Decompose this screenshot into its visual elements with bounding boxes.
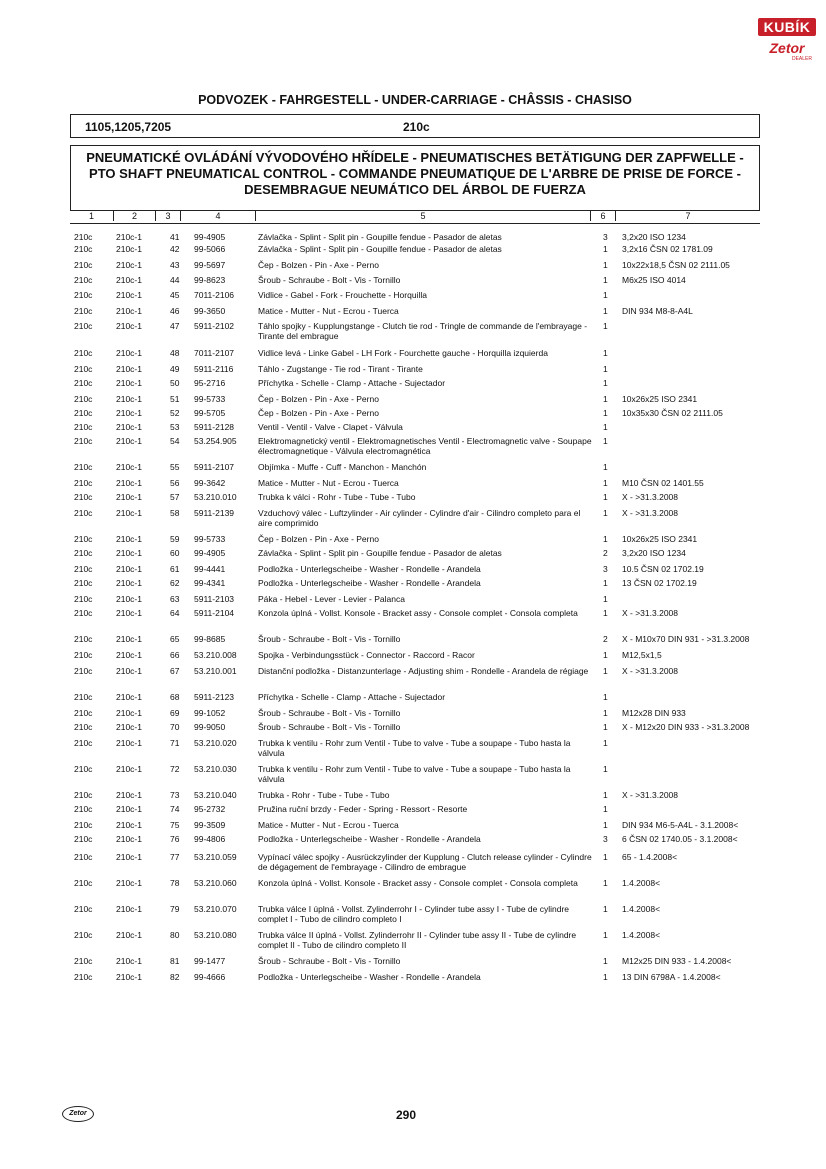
position-cell: 81 (170, 956, 180, 966)
subgroup-cell: 210c-1 (116, 394, 142, 404)
quantity-cell: 1 (603, 492, 608, 502)
description-cell: Matice - Mutter - Nut - Ecrou - Tuerca (258, 306, 399, 316)
part-number-cell: 5911-2102 (194, 321, 235, 331)
quantity-cell: 1 (603, 321, 608, 331)
part-number-cell: 95-2716 (194, 378, 226, 388)
quantity-cell: 1 (603, 820, 608, 830)
group-cell: 210c (74, 930, 93, 940)
quantity-cell: 1 (603, 578, 608, 588)
position-cell: 74 (170, 804, 180, 814)
group-cell: 210c (74, 564, 93, 574)
part-number-cell: 99-5697 (194, 260, 226, 270)
part-number-cell: 53.210.020 (194, 738, 237, 748)
position-cell: 47 (170, 321, 180, 331)
group-cell: 210c (74, 834, 93, 844)
subgroup-cell: 210c-1 (116, 348, 142, 358)
quantity-cell: 1 (603, 708, 608, 718)
page-number: 290 (396, 1108, 417, 1122)
zetor-logo-text: Zetor (769, 40, 805, 56)
group-cell: 210c (74, 804, 93, 814)
description-cell: Čep - Bolzen - Pin - Axe - Perno (258, 408, 379, 418)
quantity-cell: 1 (603, 534, 608, 544)
description-cell: Vypínací válec spojky - Ausrückzylinder der Kupplung - Clutch release cylinder - Cylindre de dégagement de l'embrayage - Cilindro de embrague (258, 852, 592, 872)
position-cell: 52 (170, 408, 180, 418)
group-cell: 210c (74, 722, 93, 732)
subgroup-cell: 210c-1 (116, 834, 142, 844)
note-cell: 10x26x25 ISO 2341 (622, 534, 698, 544)
note-cell: M10 ČSN 02 1401.55 (622, 478, 704, 488)
subgroup-cell: 210c-1 (116, 290, 142, 300)
part-number-cell: 99-4905 (194, 232, 226, 242)
quantity-cell: 1 (603, 275, 608, 285)
group-cell: 210c (74, 364, 93, 374)
quantity-cell: 1 (603, 244, 608, 254)
group-cell: 210c (74, 232, 93, 242)
column-header-2: 2 (114, 211, 156, 221)
note-cell: 1.4.2008< (622, 878, 661, 888)
position-cell: 56 (170, 478, 180, 488)
position-cell: 71 (170, 738, 180, 748)
group-cell: 210c (74, 790, 93, 800)
group-cell: 210c (74, 692, 93, 702)
group-cell: 210c (74, 290, 93, 300)
position-cell: 68 (170, 692, 180, 702)
note-cell: 10x26x25 ISO 2341 (622, 394, 698, 404)
column-header-4: 4 (181, 211, 256, 221)
part-number-cell: 7011-2106 (194, 290, 235, 300)
description-cell: Matice - Mutter - Nut - Ecrou - Tuerca (258, 478, 399, 488)
position-cell: 44 (170, 275, 180, 285)
group-cell: 210c (74, 348, 93, 358)
part-number-cell: 95-2732 (194, 804, 226, 814)
description-cell: Trubka válce I úplná - Vollst. Zylinderrohr I - Cylinder tube assy I - Tube de cylindre complet I - Tubo de cilindro completo I (258, 904, 570, 924)
part-number-cell: 5911-2139 (194, 508, 235, 518)
section-title: PODVOZEK - FAHRGESTELL - UNDER-CARRIAGE - CHÂSSIS - CHASISO (198, 93, 632, 107)
dealer-logo-text: DEALER (791, 56, 812, 62)
description-cell: Objímka - Muffe - Cuff - Manchon - Manchón (258, 462, 427, 472)
description-cell: Podložka - Unterlegscheibe - Washer - Rondelle - Arandela (258, 972, 481, 982)
description-cell: Elektromagnetický ventil - Elektromagnetisches Ventil - Electromagnetic valve - Soupape électromagnetique - Válvula electromagnética (258, 436, 592, 456)
subgroup-cell: 210c-1 (116, 492, 142, 502)
part-number-cell: 5911-2104 (194, 608, 235, 618)
group-cell: 210c (74, 904, 93, 914)
quantity-cell: 1 (603, 738, 608, 748)
part-number-cell: 99-8623 (194, 275, 226, 285)
part-number-cell: 5911-2123 (194, 692, 235, 702)
part-number-cell: 99-5733 (194, 394, 226, 404)
subgroup-cell: 210c-1 (116, 790, 142, 800)
group-cell: 210c (74, 408, 93, 418)
group-cell: 210c (74, 492, 93, 502)
group-cell: 210c (74, 594, 93, 604)
description-cell: Vzduchový válec - Luftzylinder - Air cylinder - Cylindre d'air - Cilindro completo para el aire comprimido (258, 508, 581, 528)
note-cell: X - >31.3.2008 (622, 666, 679, 676)
group-cell: 210c (74, 275, 93, 285)
subgroup-cell: 210c-1 (116, 462, 142, 472)
group-cell: 210c (74, 394, 93, 404)
position-cell: 59 (170, 534, 180, 544)
subgroup-cell: 210c-1 (116, 534, 142, 544)
position-cell: 69 (170, 708, 180, 718)
position-cell: 82 (170, 972, 180, 982)
quantity-cell: 1 (603, 378, 608, 388)
group-cell: 210c (74, 260, 93, 270)
note-cell: 1.4.2008< (622, 930, 661, 940)
description-cell: Závlačka - Splint - Split pin - Goupille fendue - Pasador de aletas (258, 548, 502, 558)
subgroup-cell: 210c-1 (116, 578, 142, 588)
part-number-cell: 53.254.905 (194, 436, 237, 446)
part-number-cell: 53.210.008 (194, 650, 237, 660)
description-cell: Závlačka - Splint - Split pin - Goupille fendue - Pasador de aletas (258, 232, 502, 242)
subgroup-cell: 210c-1 (116, 722, 142, 732)
part-number-cell: 53.210.001 (194, 666, 237, 676)
group-cell: 210c (74, 956, 93, 966)
quantity-cell: 1 (603, 852, 608, 862)
subgroup-cell: 210c-1 (116, 852, 142, 862)
quantity-cell: 1 (603, 348, 608, 358)
column-header-5: 5 (256, 211, 591, 221)
group-cell: 210c (74, 852, 93, 862)
part-number-cell: 99-3650 (194, 306, 226, 316)
description-cell: Spojka - Verbindungsstück - Connector - Raccord - Racor (258, 650, 475, 660)
group-title-line: PNEUMATICKÉ OVLÁDÁNÍ VÝVODOVÉHO HŘÍDELE - PNEUMATISCHES BETÄTIGUNG DER ZAPFWELLE - (86, 150, 744, 165)
description-cell: Pružina ruční brzdy - Feder - Spring - Ressort - Resorte (258, 804, 468, 814)
quantity-cell: 1 (603, 594, 608, 604)
note-cell: X - >31.3.2008 (622, 790, 679, 800)
quantity-cell: 1 (603, 306, 608, 316)
part-number-cell: 99-1052 (194, 708, 226, 718)
group-cell: 210c (74, 634, 93, 644)
note-cell: M12x25 DIN 933 - 1.4.2008< (622, 956, 732, 966)
position-cell: 73 (170, 790, 180, 800)
description-cell: Čep - Bolzen - Pin - Axe - Perno (258, 260, 379, 270)
subgroup-cell: 210c-1 (116, 804, 142, 814)
quantity-cell: 1 (603, 878, 608, 888)
subgroup-cell: 210c-1 (116, 244, 142, 254)
position-cell: 43 (170, 260, 180, 270)
quantity-cell: 3 (603, 834, 608, 844)
subgroup-cell: 210c-1 (116, 904, 142, 914)
quantity-cell: 3 (603, 564, 608, 574)
description-cell: Podložka - Unterlegscheibe - Washer - Rondelle - Arandela (258, 564, 481, 574)
quantity-cell: 2 (603, 634, 608, 644)
group-cell: 210c (74, 650, 93, 660)
group-cell: 210c (74, 666, 93, 676)
subgroup-cell: 210c-1 (116, 692, 142, 702)
position-cell: 41 (170, 232, 180, 242)
group-cell: 210c (74, 462, 93, 472)
position-cell: 58 (170, 508, 180, 518)
part-number-cell: 5911-2107 (194, 462, 235, 472)
description-cell: Distanční podložka - Distanzunterlage - Adjusting shim - Rondelle - Arandela de régiage (258, 666, 589, 676)
quantity-cell: 1 (603, 764, 608, 774)
quantity-cell: 1 (603, 422, 608, 432)
quantity-cell: 1 (603, 478, 608, 488)
position-cell: 57 (170, 492, 180, 502)
column-header-7: 7 (685, 211, 691, 221)
note-cell: M12x28 DIN 933 (622, 708, 686, 718)
subgroup-cell: 210c-1 (116, 436, 142, 446)
position-cell: 64 (170, 608, 180, 618)
position-cell: 51 (170, 394, 180, 404)
subgroup-cell: 210c-1 (116, 878, 142, 888)
column-header-1: 1 (70, 211, 114, 221)
group-cell: 210c (74, 578, 93, 588)
part-number-cell: 5911-2103 (194, 594, 235, 604)
part-number-cell: 99-1477 (194, 956, 226, 966)
subgroup-cell: 210c-1 (116, 634, 142, 644)
subgroup-cell: 210c-1 (116, 930, 142, 940)
description-cell: Vidlice levá - Linke Gabel - LH Fork - Fourchette gauche - Horquilla izquierda (258, 348, 548, 358)
note-cell: 3,2x20 ISO 1234 (622, 548, 686, 558)
quantity-cell: 1 (603, 408, 608, 418)
group-code: 210c (403, 120, 430, 134)
quantity-cell: 1 (603, 666, 608, 676)
subgroup-cell: 210c-1 (116, 650, 142, 660)
position-cell: 67 (170, 666, 180, 676)
part-number-cell: 99-5066 (194, 244, 226, 254)
part-number-cell: 53.210.010 (194, 492, 237, 502)
note-cell: 13 ČSN 02 1702.19 (622, 578, 697, 588)
description-cell: Táhlo - Zugstange - Tie rod - Tirant - Tirante (258, 364, 423, 374)
position-cell: 54 (170, 436, 180, 446)
part-number-cell: 99-4441 (194, 564, 226, 574)
note-cell: DIN 934 M8-8-A4L (622, 306, 693, 316)
description-cell: Podložka - Unterlegscheibe - Washer - Rondelle - Arandela (258, 578, 481, 588)
position-cell: 62 (170, 578, 180, 588)
position-cell: 53 (170, 422, 180, 432)
quantity-cell: 1 (603, 608, 608, 618)
subgroup-cell: 210c-1 (116, 378, 142, 388)
note-cell: M6x25 ISO 4014 (622, 275, 686, 285)
note-cell: 13 DIN 6798A - 1.4.2008< (622, 972, 721, 982)
quantity-cell: 1 (603, 956, 608, 966)
subgroup-cell: 210c-1 (116, 594, 142, 604)
quantity-cell: 1 (603, 790, 608, 800)
group-cell: 210c (74, 306, 93, 316)
zetor-footer-logo: Zetor (62, 1106, 94, 1122)
part-number-cell: 99-5705 (194, 408, 226, 418)
subgroup-cell: 210c-1 (116, 508, 142, 518)
quantity-cell: 1 (603, 462, 608, 472)
description-cell: Trubka válce II úplná - Vollst. Zylinderrohr II - Cylinder tube assy II - Tube de cylindre complet II - Tubo de cilindro completo II (258, 930, 577, 950)
group-cell: 210c (74, 378, 93, 388)
note-cell: X - M10x70 DIN 931 - >31.3.2008 (622, 634, 750, 644)
position-cell: 63 (170, 594, 180, 604)
quantity-cell: 1 (603, 290, 608, 300)
position-cell: 60 (170, 548, 180, 558)
description-cell: Trubka k válci - Rohr - Tube - Tube - Tubo (258, 492, 416, 502)
note-cell: X - >31.3.2008 (622, 608, 679, 618)
description-cell: Příchytka - Schelle - Clamp - Attache - Sujectador (258, 692, 446, 702)
part-number-cell: 53.210.070 (194, 904, 237, 914)
quantity-cell: 1 (603, 260, 608, 270)
description-cell: Šroub - Schraube - Bolt - Vis - Tornillo (258, 275, 401, 285)
subgroup-cell: 210c-1 (116, 408, 142, 418)
description-cell: Závlačka - Splint - Split pin - Goupille fendue - Pasador de aletas (258, 244, 502, 254)
group-cell: 210c (74, 508, 93, 518)
description-cell: Konzola úplná - Vollst. Konsole - Bracket assy - Console complet - Consola completa (258, 608, 578, 618)
part-number-cell: 99-3642 (194, 478, 226, 488)
quantity-cell: 3 (603, 232, 608, 242)
position-cell: 72 (170, 764, 180, 774)
description-cell: Šroub - Schraube - Bolt - Vis - Tornillo (258, 722, 401, 732)
subgroup-cell: 210c-1 (116, 764, 142, 774)
group-cell: 210c (74, 422, 93, 432)
group-cell: 210c (74, 608, 93, 618)
quantity-cell: 1 (603, 436, 608, 446)
description-cell: Konzola úplná - Vollst. Konsole - Bracket assy - Console complet - Consola completa (258, 878, 578, 888)
position-cell: 46 (170, 306, 180, 316)
note-cell: 10.5 ČSN 02 1702.19 (622, 564, 704, 574)
group-cell: 210c (74, 436, 93, 446)
note-cell: X - >31.3.2008 (622, 492, 679, 502)
description-cell: Trubka - Rohr - Tube - Tube - Tubo (258, 790, 390, 800)
group-cell: 210c (74, 708, 93, 718)
part-number-cell: 99-5733 (194, 534, 226, 544)
quantity-cell: 1 (603, 364, 608, 374)
position-cell: 80 (170, 930, 180, 940)
subgroup-cell: 210c-1 (116, 956, 142, 966)
part-number-cell: 53.210.080 (194, 930, 237, 940)
note-cell: 65 - 1.4.2008< (622, 852, 678, 862)
subgroup-cell: 210c-1 (116, 972, 142, 982)
description-cell: Matice - Mutter - Nut - Ecrou - Tuerca (258, 820, 399, 830)
part-number-cell: 99-3509 (194, 820, 226, 830)
subgroup-cell: 210c-1 (116, 820, 142, 830)
quantity-cell: 1 (603, 904, 608, 914)
quantity-cell: 1 (603, 692, 608, 702)
position-cell: 70 (170, 722, 180, 732)
subgroup-cell: 210c-1 (116, 232, 142, 242)
column-header-3: 3 (156, 211, 181, 221)
group-title-line: DESEMBRAGUE NEUMÁTICO DEL ÁRBOL DE FUERZA (244, 182, 586, 197)
position-cell: 45 (170, 290, 180, 300)
part-number-cell: 7011-2107 (194, 348, 235, 358)
description-cell: Trubka k ventilu - Rohr zum Ventil - Tube to valve - Tube a soupape - Tubo hasta la válvula (258, 764, 571, 784)
position-cell: 48 (170, 348, 180, 358)
quantity-cell: 2 (603, 548, 608, 558)
description-cell: Šroub - Schraube - Bolt - Vis - Tornillo (258, 956, 401, 966)
column-header-6: 6 (591, 211, 616, 221)
part-number-cell: 53.210.040 (194, 790, 237, 800)
quantity-cell: 1 (603, 804, 608, 814)
part-number-cell: 53.210.030 (194, 764, 237, 774)
group-cell: 210c (74, 820, 93, 830)
subgroup-cell: 210c-1 (116, 564, 142, 574)
position-cell: 55 (170, 462, 180, 472)
subgroup-cell: 210c-1 (116, 478, 142, 488)
part-number-cell: 99-4341 (194, 578, 226, 588)
subgroup-cell: 210c-1 (116, 608, 142, 618)
quantity-cell: 1 (603, 650, 608, 660)
part-number-cell: 99-9050 (194, 722, 226, 732)
note-cell: 3,2x20 ISO 1234 (622, 232, 686, 242)
group-cell: 210c (74, 764, 93, 774)
description-cell: Příchytka - Schelle - Clamp - Attache - Sujectador (258, 378, 446, 388)
quantity-cell: 1 (603, 508, 608, 518)
description-cell: Šroub - Schraube - Bolt - Vis - Tornillo (258, 634, 401, 644)
subgroup-cell: 210c-1 (116, 738, 142, 748)
note-cell: 1.4.2008< (622, 904, 661, 914)
part-number-cell: 5911-2116 (194, 364, 234, 374)
description-cell: Ventil - Ventil - Valve - Clapet - Válvula (258, 422, 403, 432)
model-codes: 1105,1205,7205 (85, 120, 172, 134)
subgroup-cell: 210c-1 (116, 306, 142, 316)
position-cell: 75 (170, 820, 180, 830)
subgroup-cell: 210c-1 (116, 666, 142, 676)
position-cell: 78 (170, 878, 180, 888)
position-cell: 65 (170, 634, 180, 644)
part-number-cell: 99-8685 (194, 634, 226, 644)
group-cell: 210c (74, 738, 93, 748)
note-cell: X - M12x20 DIN 933 - >31.3.2008 (622, 722, 750, 732)
part-number-cell: 99-4905 (194, 548, 226, 558)
subgroup-cell: 210c-1 (116, 708, 142, 718)
group-cell: 210c (74, 878, 93, 888)
position-cell: 79 (170, 904, 180, 914)
part-number-cell: 5911-2128 (194, 422, 235, 432)
position-cell: 61 (170, 564, 180, 574)
note-cell: 6 ČSN 02 1740.05 - 3.1.2008< (622, 834, 738, 844)
part-number-cell: 53.210.060 (194, 878, 237, 888)
position-cell: 49 (170, 364, 180, 374)
subgroup-cell: 210c-1 (116, 260, 142, 270)
position-cell: 50 (170, 378, 180, 388)
group-cell: 210c (74, 548, 93, 558)
note-cell: 3,2x16 ČSN 02 1781.09 (622, 244, 713, 254)
group-title-line: PTO SHAFT PNEUMATICAL CONTROL - COMMANDE PNEUMATIQUE DE L'ARBRE DE PRISE DE FORCE - (89, 166, 741, 181)
quantity-cell: 1 (603, 394, 608, 404)
note-cell: 10x22x18,5 ČSN 02 2111.05 (622, 260, 730, 270)
position-cell: 76 (170, 834, 180, 844)
description-cell: Páka - Hebel - Lever - Levier - Palanca (258, 594, 405, 604)
group-cell: 210c (74, 478, 93, 488)
note-cell: M12,5x1,5 (622, 650, 662, 660)
description-cell: Vidlice - Gabel - Fork - Frouchette - Horquilla (258, 290, 427, 300)
note-cell: X - >31.3.2008 (622, 508, 679, 518)
note-cell: 10x35x30 ČSN 02 2111.05 (622, 408, 723, 418)
note-cell: DIN 934 M6-5-A4L - 3.1.2008< (622, 820, 739, 830)
description-cell: Podložka - Unterlegscheibe - Washer - Rondelle - Arandela (258, 834, 481, 844)
description-cell: Čep - Bolzen - Pin - Axe - Perno (258, 534, 379, 544)
subgroup-cell: 210c-1 (116, 275, 142, 285)
description-cell: Trubka k ventilu - Rohr zum Ventil - Tube to valve - Tube a soupape - Tubo hasta la válvula (258, 738, 571, 758)
quantity-cell: 1 (603, 972, 608, 982)
quantity-cell: 1 (603, 722, 608, 732)
kubik-logo-text: KUBÍK (758, 18, 816, 36)
group-cell: 210c (74, 244, 93, 254)
subgroup-cell: 210c-1 (116, 548, 142, 558)
subgroup-cell: 210c-1 (116, 364, 142, 374)
part-number-cell: 99-4806 (194, 834, 226, 844)
position-cell: 42 (170, 244, 180, 254)
part-number-cell: 53.210.059 (194, 852, 237, 862)
group-cell: 210c (74, 972, 93, 982)
description-cell: Táhlo spojky - Kupplungstange - Clutch tie rod - Tringle de commande de l'embrayage - Tirante del embrague (258, 321, 588, 341)
description-cell: Čep - Bolzen - Pin - Axe - Perno (258, 394, 379, 404)
position-cell: 77 (170, 852, 180, 862)
group-cell: 210c (74, 321, 93, 331)
description-cell: Šroub - Schraube - Bolt - Vis - Tornillo (258, 708, 401, 718)
subgroup-cell: 210c-1 (116, 321, 142, 331)
group-cell: 210c (74, 534, 93, 544)
quantity-cell: 1 (603, 930, 608, 940)
subgroup-cell: 210c-1 (116, 422, 142, 432)
part-number-cell: 99-4666 (194, 972, 226, 982)
position-cell: 66 (170, 650, 180, 660)
